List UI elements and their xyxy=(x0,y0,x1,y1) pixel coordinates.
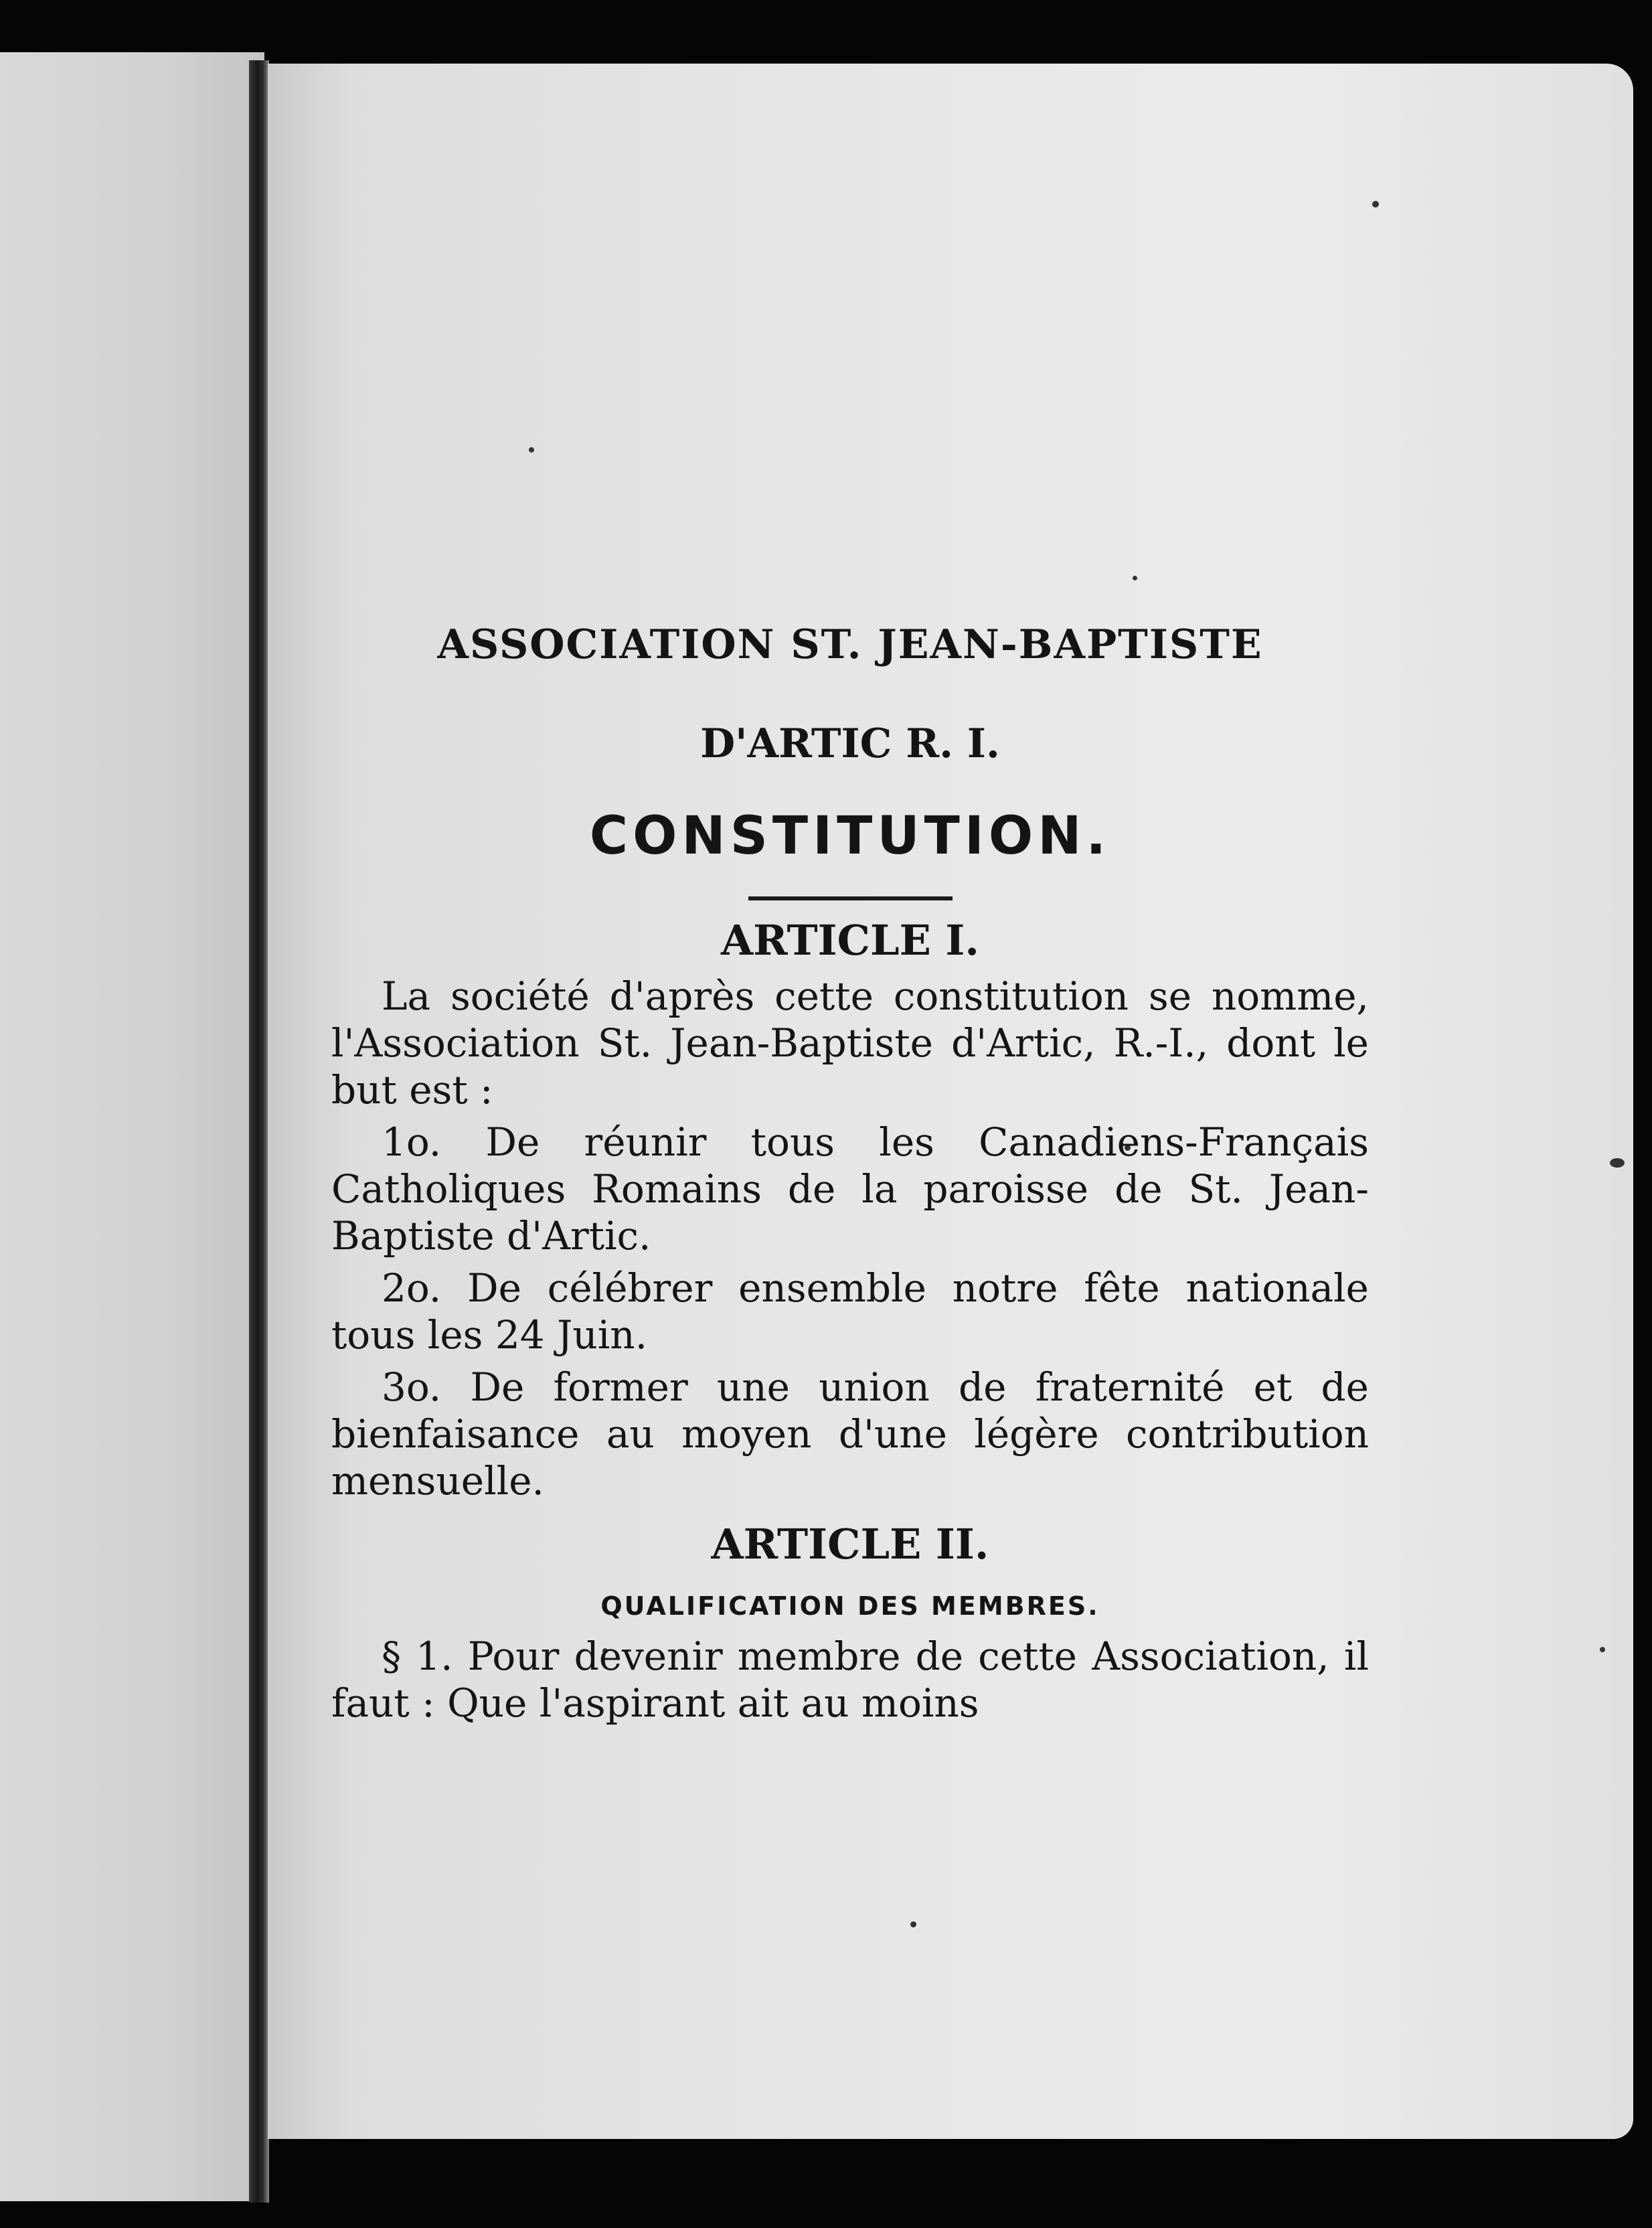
document-body xyxy=(331,613,1369,1727)
title-rule xyxy=(748,896,953,900)
article-1-paragraph: 1o. De réunir tous les Canadiens-Français Catholiques Romains de la paroisse de St. Jean-Baptiste d'Artic. xyxy=(331,1119,1369,1259)
association-heading: ASSOCIATION ST. JEAN-BAPTISTE xyxy=(437,621,1263,668)
article-2-title: ARTICLE II. xyxy=(711,1520,989,1569)
article-2-subtitle: QUALIFICATION DES MEMBRES. xyxy=(600,1591,1100,1621)
constitution-title: CONSTITUTION. xyxy=(589,806,1111,866)
location-subheading: D'ARTIC R. I. xyxy=(700,720,1000,767)
article-1-paragraph: La société d'après cette constitution se nomme, l'Association St. Jean-Baptiste d'Artic, R.-I., dont le but est : xyxy=(331,973,1369,1113)
book-gutter xyxy=(249,60,269,2203)
article-1-title: ARTICLE I. xyxy=(720,916,980,965)
facing-page-edge xyxy=(0,52,264,2201)
article-1-paragraph: 3o. De former une union de fraternité et de bienfaisance au moyen d'une légère contribution mensuelle. xyxy=(331,1364,1369,1504)
article-2-paragraph: § 1. Pour devenir membre de cette Association, il faut : Que l'aspirant ait au moins xyxy=(331,1634,1369,1726)
article-1-paragraph: 2o. De célébrer ensemble notre fête nationale tous les 24 Juin. xyxy=(331,1265,1369,1358)
